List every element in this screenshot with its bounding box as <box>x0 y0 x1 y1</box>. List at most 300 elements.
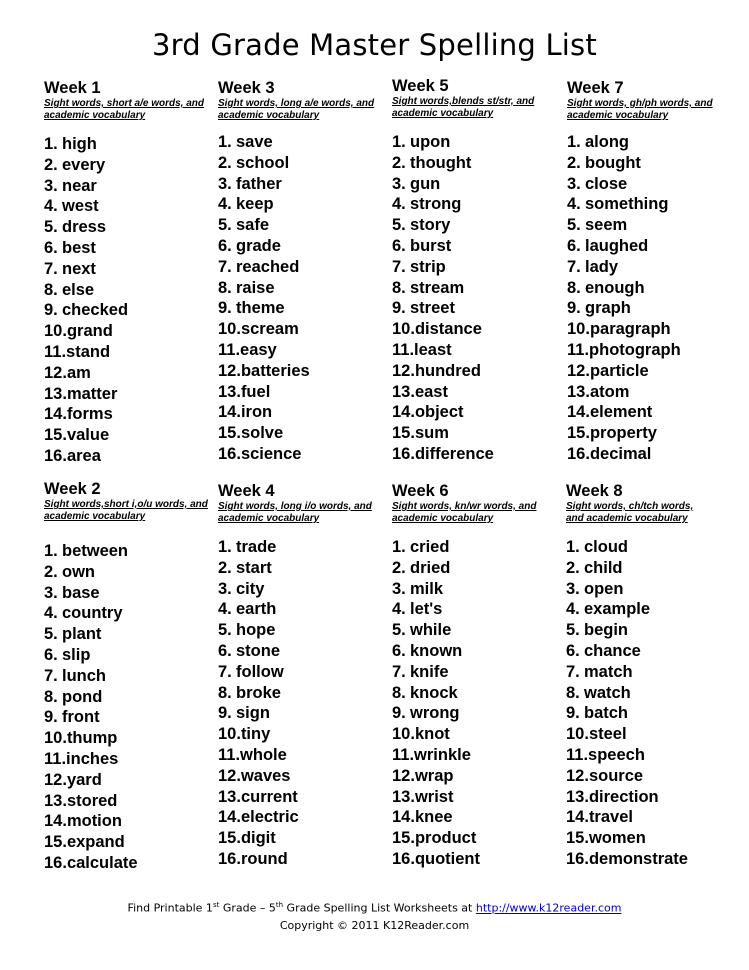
word-item <box>392 319 564 340</box>
word-number: 14. <box>44 405 67 424</box>
word-number: 4. <box>392 600 406 619</box>
word-item <box>44 363 216 384</box>
word-list <box>566 537 696 870</box>
word-text: distance <box>414 320 482 339</box>
word-item <box>218 620 390 641</box>
word-text: dress <box>62 218 107 237</box>
week-title: Week 5 <box>392 77 449 95</box>
word-number: 6. <box>44 645 58 664</box>
word-item <box>566 662 696 683</box>
word-item <box>392 724 564 745</box>
page-title: 3rd Grade Master Spelling List <box>152 28 597 62</box>
word-item <box>218 828 390 849</box>
word-text: cloud <box>584 538 628 556</box>
word-number: 5. <box>218 621 232 640</box>
word-item <box>567 132 739 153</box>
word-item <box>44 155 216 176</box>
word-number: 3. <box>392 174 406 193</box>
word-item <box>392 444 564 465</box>
word-text: west <box>62 197 99 216</box>
word-item <box>567 444 739 465</box>
word-item <box>44 687 216 708</box>
word-item <box>567 340 739 361</box>
week-subtitle: Sight words, long i/o words, and academic vocabulary <box>218 501 372 524</box>
word-text: every <box>62 155 106 174</box>
word-item <box>218 340 390 361</box>
word-number: 10. <box>44 729 67 748</box>
footer <box>0 897 749 934</box>
word-number: 6. <box>566 641 580 660</box>
word-text: tiny <box>240 725 271 744</box>
word-number: 1. <box>567 133 581 151</box>
word-number: 13. <box>218 787 241 806</box>
word-item <box>218 787 390 808</box>
word-number: 2. <box>44 155 58 174</box>
week-subtitle: Sight words, ch/tch words, and academic vocabulary <box>566 501 694 524</box>
word-text: burst <box>410 236 452 255</box>
word-text: start <box>236 558 272 577</box>
word-item <box>218 724 390 745</box>
word-text: batteries <box>240 361 310 380</box>
word-text: city <box>236 579 265 598</box>
word-list <box>218 537 390 870</box>
word-text: child <box>584 558 623 577</box>
week-title: Week 6 <box>392 482 449 500</box>
word-number: 6. <box>218 236 232 255</box>
word-item <box>392 382 564 403</box>
word-number: 14. <box>218 403 241 422</box>
word-number: 4. <box>44 604 58 623</box>
word-text: something <box>585 195 669 214</box>
word-item <box>392 361 564 382</box>
word-number: 13. <box>392 382 415 401</box>
word-item <box>392 402 564 423</box>
word-text: source <box>588 766 644 785</box>
word-item <box>44 342 216 363</box>
word-list <box>392 132 564 465</box>
word-text: object <box>414 403 464 422</box>
word-item <box>218 423 390 444</box>
word-number: 3. <box>392 579 406 598</box>
word-number: 12. <box>218 361 241 380</box>
word-text: yard <box>66 770 102 789</box>
word-text: known <box>410 641 463 660</box>
word-item <box>218 641 390 662</box>
word-item <box>392 537 564 558</box>
week-subtitle: Sight words, gh/ph words, and academic vocabulary <box>567 98 713 121</box>
word-item <box>218 257 390 278</box>
word-number: 14. <box>218 808 241 827</box>
word-number: 16. <box>218 849 241 868</box>
word-number: 9. <box>567 299 581 318</box>
word-item <box>392 766 564 787</box>
word-item <box>44 541 216 562</box>
word-item <box>218 319 390 340</box>
word-item <box>567 361 739 382</box>
word-item <box>44 280 216 301</box>
word-number: 7. <box>392 662 406 681</box>
word-item <box>218 194 390 215</box>
word-number: 11. <box>218 340 241 359</box>
word-text: steel <box>588 725 627 744</box>
word-number: 10. <box>392 320 415 339</box>
word-text: front <box>62 708 100 727</box>
word-text: quotient <box>414 849 481 868</box>
word-number: 2. <box>567 153 581 172</box>
word-item <box>44 770 216 791</box>
word-item <box>218 579 390 600</box>
word-text: cried <box>410 538 450 556</box>
word-text: example <box>584 600 651 619</box>
word-text: raise <box>236 278 275 297</box>
word-text: save <box>236 133 273 151</box>
word-item <box>44 217 216 238</box>
word-item <box>44 176 216 197</box>
word-number: 13. <box>218 382 241 401</box>
word-number: 7. <box>392 257 406 276</box>
word-item <box>44 300 216 321</box>
word-number: 9. <box>218 704 232 723</box>
word-item <box>44 196 216 217</box>
word-text: broke <box>236 683 281 702</box>
word-number: 7. <box>566 662 580 681</box>
word-number: 8. <box>218 683 232 702</box>
word-number: 12. <box>44 363 67 382</box>
word-item <box>567 402 739 423</box>
word-text: area <box>66 446 101 465</box>
word-number: 12. <box>566 766 589 785</box>
word-number: 6. <box>567 236 581 255</box>
word-text: earth <box>236 600 277 619</box>
word-number: 16. <box>566 849 589 868</box>
word-item <box>44 583 216 604</box>
word-item <box>566 849 696 870</box>
word-text: base <box>62 583 100 602</box>
word-text: am <box>66 363 91 382</box>
word-text: difference <box>414 444 494 463</box>
week-1-column <box>44 78 216 467</box>
word-number: 3. <box>44 583 58 602</box>
word-text: travel <box>588 808 633 827</box>
word-text: fuel <box>240 382 271 401</box>
word-item <box>567 319 739 340</box>
word-text: atom <box>589 382 630 401</box>
word-number: 16. <box>218 444 241 463</box>
word-item <box>567 174 739 195</box>
word-number: 8. <box>44 687 58 706</box>
word-number: 13. <box>567 382 590 401</box>
word-text: theme <box>236 299 285 318</box>
word-item <box>44 562 216 583</box>
word-text: current <box>240 787 298 806</box>
word-text: knife <box>410 662 449 681</box>
word-item <box>567 236 739 257</box>
word-number: 10. <box>392 725 415 744</box>
word-number: 4. <box>44 197 58 216</box>
week-title: Week 8 <box>566 482 623 500</box>
word-number: 3. <box>218 579 232 598</box>
word-item <box>218 444 390 465</box>
word-item <box>44 645 216 666</box>
word-item <box>392 215 564 236</box>
word-number: 5. <box>44 218 58 237</box>
word-number: 12. <box>392 361 415 380</box>
word-text: along <box>585 133 629 151</box>
word-item <box>392 641 564 662</box>
word-number: 11. <box>392 340 415 359</box>
word-text: else <box>62 280 95 299</box>
word-item <box>566 703 696 724</box>
word-number: 5. <box>392 216 406 235</box>
word-text: knee <box>414 808 453 827</box>
word-number: 5. <box>392 621 406 640</box>
word-text: batch <box>584 704 629 723</box>
word-text: own <box>62 562 95 581</box>
word-list <box>392 537 564 870</box>
word-item <box>566 558 696 579</box>
word-text: wrinkle <box>414 745 471 764</box>
word-list <box>44 541 216 874</box>
word-item <box>218 215 390 236</box>
word-number: 12. <box>44 770 67 789</box>
word-number: 8. <box>218 278 232 297</box>
word-text: best <box>62 238 96 257</box>
word-item <box>567 423 739 444</box>
word-number: 1. <box>218 538 232 556</box>
word-item <box>392 849 564 870</box>
word-number: 16. <box>392 849 415 868</box>
word-number: 9. <box>392 704 406 723</box>
week-4-column <box>218 481 390 870</box>
word-text: lady <box>585 257 619 276</box>
word-item <box>392 558 564 579</box>
word-text: particle <box>589 361 649 380</box>
word-item <box>567 194 739 215</box>
word-number: 14. <box>566 808 589 827</box>
word-item <box>44 321 216 342</box>
word-item <box>392 787 564 808</box>
word-text: electric <box>240 808 299 827</box>
word-number: 5. <box>44 625 58 644</box>
word-number: 11. <box>218 745 241 764</box>
word-text: round <box>240 849 288 868</box>
word-item <box>566 787 696 808</box>
word-item <box>566 620 696 641</box>
word-text: hundred <box>414 361 481 380</box>
word-text: easy <box>240 340 277 359</box>
word-text: expand <box>66 833 125 852</box>
word-item <box>392 194 564 215</box>
footer-link[interactable]: http://www.k12reader.com <box>475 901 622 915</box>
word-number: 5. <box>566 621 580 640</box>
word-item <box>44 238 216 259</box>
word-text: scream <box>240 320 299 339</box>
word-item <box>392 340 564 361</box>
word-item <box>392 153 564 174</box>
word-text: stand <box>66 342 111 361</box>
word-text: property <box>589 424 657 443</box>
week-3-column <box>218 78 390 465</box>
word-number: 13. <box>44 384 67 403</box>
word-item <box>44 446 216 467</box>
word-text: keep <box>236 195 274 214</box>
word-text: direction <box>588 787 659 806</box>
word-text: pond <box>62 687 103 706</box>
word-text: thought <box>410 153 472 172</box>
word-number: 6. <box>44 238 58 257</box>
word-item <box>218 132 390 153</box>
word-item <box>44 853 216 874</box>
word-text: street <box>410 299 455 318</box>
word-text: inches <box>66 749 119 768</box>
word-text: knot <box>414 725 450 744</box>
word-item <box>44 384 216 405</box>
word-text: calculate <box>66 853 138 872</box>
word-number: 15. <box>218 829 241 848</box>
week-title: Week 7 <box>567 79 624 97</box>
word-item <box>567 298 739 319</box>
word-text: high <box>62 135 97 153</box>
word-text: follow <box>236 662 284 681</box>
word-item <box>392 423 564 444</box>
word-number: 12. <box>218 766 241 785</box>
word-item <box>44 749 216 770</box>
week-title: Week 2 <box>44 480 101 498</box>
word-text: open <box>584 579 624 598</box>
week-subtitle: Sight words,blends st/str, and academic vocabulary <box>392 96 535 119</box>
word-text: waves <box>240 766 291 785</box>
word-number: 3. <box>567 174 581 193</box>
word-text: trade <box>236 538 277 556</box>
week-title: Week 1 <box>44 79 101 97</box>
word-item <box>392 174 564 195</box>
word-item <box>218 361 390 382</box>
word-number: 16. <box>44 446 67 465</box>
footer-text-mid: Grade – 5 <box>219 901 276 915</box>
word-item <box>567 215 739 236</box>
word-number: 8. <box>566 683 580 702</box>
word-number: 9. <box>218 299 232 318</box>
word-text: element <box>589 403 653 422</box>
word-item <box>567 153 739 174</box>
word-text: stored <box>66 791 118 810</box>
word-item <box>218 807 390 828</box>
word-number: 15. <box>44 426 67 445</box>
word-number: 2. <box>218 153 232 172</box>
word-item <box>566 745 696 766</box>
footer-text-end: Grade Spelling List Worksheets at <box>283 901 476 915</box>
word-number: 1. <box>566 538 580 556</box>
word-number: 14. <box>44 812 67 831</box>
word-text: while <box>410 621 452 640</box>
week-5-column <box>392 76 564 465</box>
word-text: between <box>62 542 129 560</box>
word-number: 15. <box>566 829 589 848</box>
word-item <box>44 666 216 687</box>
word-number: 4. <box>218 195 232 214</box>
word-number: 9. <box>44 708 58 727</box>
word-item <box>218 662 390 683</box>
word-text: sum <box>414 424 449 443</box>
word-item <box>218 174 390 195</box>
word-number: 11. <box>567 340 590 359</box>
word-number: 8. <box>44 280 58 299</box>
word-item <box>566 724 696 745</box>
word-number: 12. <box>392 766 415 785</box>
footer-copyright: Copyright © 2011 K12Reader.com <box>279 918 470 932</box>
word-text: reached <box>236 257 300 276</box>
word-text: grade <box>236 236 281 255</box>
word-number: 2. <box>218 558 232 577</box>
word-item <box>566 828 696 849</box>
word-item <box>218 558 390 579</box>
word-text: school <box>236 153 290 172</box>
word-text: slip <box>62 645 91 664</box>
word-item <box>392 257 564 278</box>
word-number: 6. <box>218 641 232 660</box>
word-number: 7. <box>44 259 58 278</box>
word-item <box>392 579 564 600</box>
word-number: 4. <box>566 600 580 619</box>
word-item <box>567 257 739 278</box>
word-number: 6. <box>392 641 406 660</box>
word-number: 1. <box>392 538 406 556</box>
word-text: laughed <box>585 236 649 255</box>
week-7-column <box>567 78 739 465</box>
word-number: 8. <box>567 278 581 297</box>
word-text: lunch <box>62 666 106 685</box>
word-item <box>44 603 216 624</box>
word-number: 2. <box>566 558 580 577</box>
word-item <box>392 278 564 299</box>
word-item <box>218 703 390 724</box>
word-number: 1. <box>44 542 58 560</box>
word-item <box>218 298 390 319</box>
week-title: Week 3 <box>218 79 275 97</box>
word-text: iron <box>240 403 273 422</box>
week-6-column <box>392 481 564 870</box>
word-text: science <box>240 444 302 463</box>
word-text: product <box>414 829 477 848</box>
word-item <box>392 236 564 257</box>
word-item <box>392 745 564 766</box>
word-item <box>44 624 216 645</box>
word-text: checked <box>62 301 129 320</box>
word-item <box>218 599 390 620</box>
word-number: 13. <box>44 791 67 810</box>
word-text: digit <box>240 829 276 848</box>
word-text: let's <box>410 600 443 619</box>
word-text: strip <box>410 257 446 276</box>
word-number: 14. <box>392 403 415 422</box>
word-number: 10. <box>566 725 589 744</box>
word-number: 5. <box>567 216 581 235</box>
word-number: 5. <box>218 216 232 235</box>
week-subtitle: Sight words,short i,o/u words, and academic vocabulary <box>44 499 208 522</box>
word-number: 1. <box>392 133 406 151</box>
word-number: 4. <box>218 600 232 619</box>
word-number: 15. <box>44 833 67 852</box>
word-item <box>44 259 216 280</box>
word-number: 7. <box>567 257 581 276</box>
word-number: 2. <box>44 562 58 581</box>
word-text: close <box>585 174 628 193</box>
word-number: 11. <box>566 745 589 764</box>
word-item <box>218 766 390 787</box>
word-item <box>392 683 564 704</box>
word-text: begin <box>584 621 628 640</box>
word-number: 12. <box>567 361 590 380</box>
